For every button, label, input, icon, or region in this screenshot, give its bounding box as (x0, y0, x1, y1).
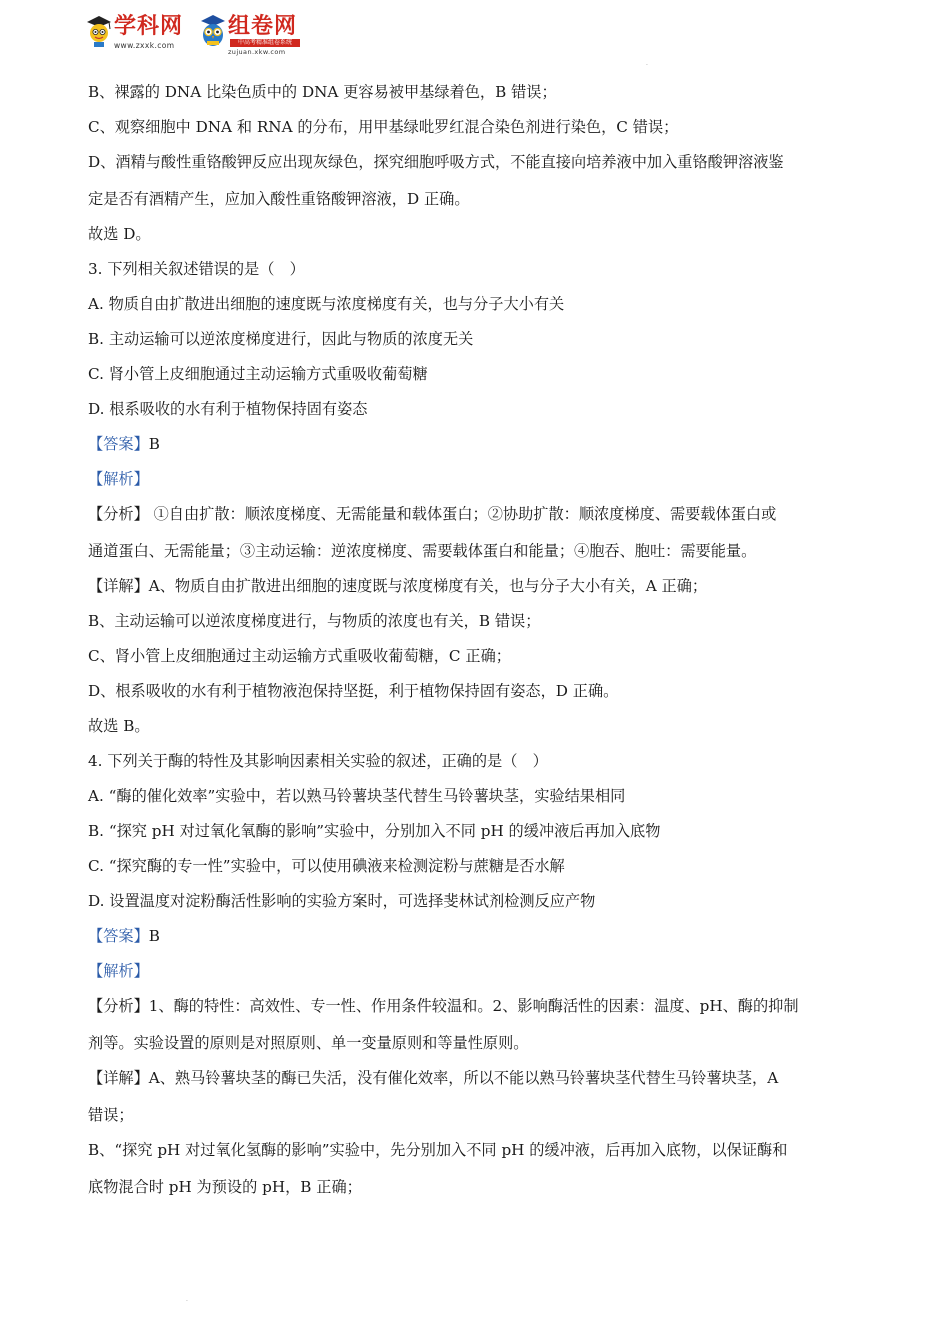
text-line: D、酒精与酸性重铬酸钾反应出现灰绿色，探究细胞呼吸方式，不能直接向培养液中加入重铬酸钾溶液鉴 (88, 153, 784, 171)
text-line: C、肾小管上皮细胞通过主动运输方式重吸收葡萄糖，C 正确； (88, 647, 511, 665)
text-line: 故选 D。 (88, 225, 151, 243)
xkw-url: www.zxxk.com (114, 41, 175, 50)
text-line: 故选 B。 (88, 717, 150, 735)
analysis-line: 【分析】 ①自由扩散：顺浓度梯度、无需能量和载体蛋白；②协助扩散：顺浓度梯度、需要载体蛋白或 (88, 505, 777, 523)
text-line: 定是否有酒精产生，应加入酸性重铬酸钾溶液，D 正确。 (88, 190, 470, 208)
zjw-logo[interactable] (198, 12, 310, 56)
text-line: B、裸露的 DNA 比染色质中的 DNA 更容易被甲基绿着色，B 错误； (88, 83, 557, 101)
question-3-option-c: C. 肾小管上皮细胞通过主动运输方式重吸收葡萄糖 (88, 365, 428, 383)
text-line: C、观察细胞中 DNA 和 RNA 的分布，用甲基绿吡罗红混合染色剂进行染色，C 错误； (88, 118, 679, 136)
analysis-label: 【分析】 (88, 505, 149, 523)
detail-label: 【详解】 (88, 1069, 149, 1087)
question-4-option-d: D. 设置温度对淀粉酶活性影响的实验方案时，可选择斐林试剂检测反应产物 (88, 892, 596, 910)
question-3-stem: 3. 下列相关叙述错误的是（ ） (88, 260, 305, 278)
analysis-tag: 【解析】 (88, 470, 149, 488)
text-line: 错误； (88, 1106, 134, 1124)
text-line: 通道蛋白、无需能量；③主动运输：逆浓度梯度、需要载体蛋白和能量；④胞吞、胞吐：需要能量。 (88, 542, 757, 560)
analysis-heading (88, 959, 149, 983)
analysis-label: 【分析】 (88, 997, 149, 1015)
zjw-url: zujuan.xkw.com (228, 48, 286, 56)
page-header (84, 12, 324, 56)
text-line: D、根系吸收的水有利于植物液泡保持坚挺，利于植物保持固有姿态，D 正确。 (88, 682, 619, 700)
question-4-stem: 4. 下列关于酶的特性及其影响因素相关实验的叙述，正确的是（ ） (88, 752, 548, 770)
corner-mark: . (646, 60, 648, 67)
mascot-icon (84, 14, 114, 48)
owl-icon (198, 14, 228, 48)
zjw-subtitle: 中高考精准组卷系统 (230, 39, 300, 47)
text-line: B、主动运输可以逆浓度梯度进行，与物质的浓度也有关，B 错误； (88, 612, 541, 630)
zjw-brand-name: 组卷网 (228, 14, 298, 39)
detail-line: 【详解】A、熟马铃薯块茎的酶已失活，没有催化效率，所以不能以熟马铃薯块茎代替生马铃薯块茎，A (88, 1069, 779, 1087)
question-4-option-a: A. “酶的催化效率”实验中，若以熟马铃薯块茎代替生马铃薯块茎，实验结果相同 (88, 787, 626, 805)
question-4-option-c: C. “探究酶的专一性”实验中，可以使用碘液来检测淀粉与蔗糖是否水解 (88, 857, 565, 875)
xkw-logo[interactable] (84, 12, 196, 56)
analysis-line: 【分析】1、酶的特性：高效性、专一性、作用条件较温和。2、影响酶活性的因素：温度、pH、酶的抑制 (88, 997, 799, 1015)
answer-tag: 【答案】 (88, 927, 149, 945)
xkw-brand-name: 学科网 (114, 14, 184, 39)
detail-label: 【详解】 (88, 577, 149, 595)
analysis-tag: 【解析】 (88, 962, 149, 980)
text-line: 底物混合时 pH 为预设的 pH，B 正确； (88, 1178, 362, 1196)
analysis-heading (88, 467, 149, 491)
answer-tag: 【答案】 (88, 435, 149, 453)
detail-line: 【详解】A、物质自由扩散进出细胞的速度既与浓度梯度有关，也与分子大小有关，A 正确； (88, 577, 708, 595)
answer-line: 【答案】B (88, 435, 160, 453)
question-4-option-b: B. “探究 pH 对过氧化氧酶的影响”实验中，分别加入不同 pH 的缓冲液后再加入底物 (88, 822, 661, 840)
question-3-option-d: D. 根系吸收的水有利于植物保持固有姿态 (88, 400, 368, 418)
answer-line: 【答案】B (88, 927, 160, 945)
question-3-option-b: B. 主动运输可以逆浓度梯度进行，因此与物质的浓度无关 (88, 330, 474, 348)
text-line: B、“探究 pH 对过氧化氢酶的影响”实验中，先分别加入不同 pH 的缓冲液，后再加入底物，以保证酶和 (88, 1141, 788, 1159)
question-3-option-a: A. 物质自由扩散进出细胞的速度既与浓度梯度有关，也与分子大小有关 (88, 295, 565, 313)
footer-mark: . (186, 1296, 188, 1303)
text-line: 剂等。实验设置的原则是对照原则、单一变量原则和等量性原则。 (88, 1034, 529, 1052)
